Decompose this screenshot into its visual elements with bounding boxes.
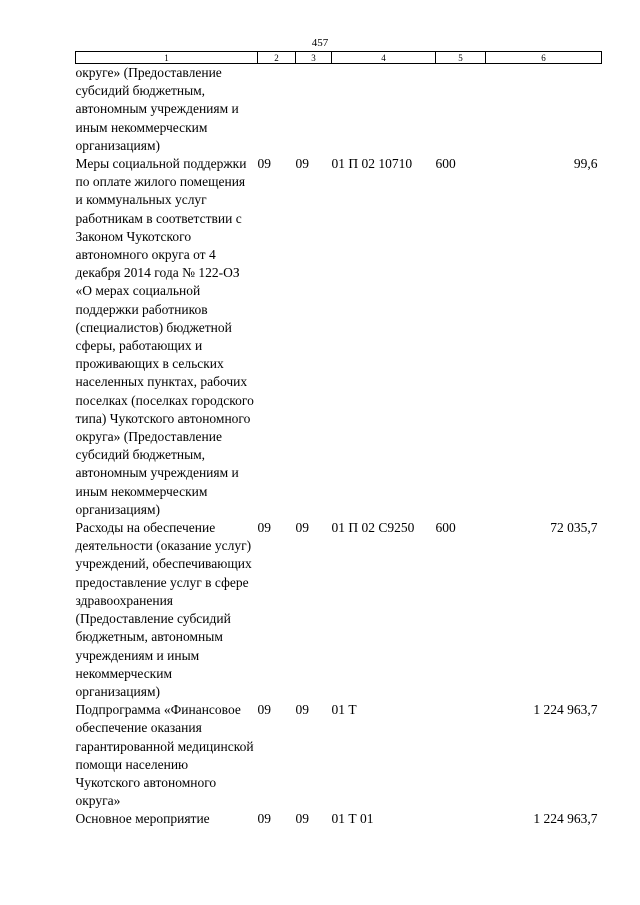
target-article-code (332, 64, 436, 156)
column-number: 4 (332, 52, 436, 64)
expense-type-code (436, 64, 486, 156)
amount (486, 64, 602, 156)
expense-name: Расходы на обеспечение деятельности (оказание услуг) учреждений, обеспечивающих предоставление услуг в сфере здравоохранения (Предоставление субсидий бюджетным, автономным учреждениям и иным некоммерческим организациям) (75, 520, 252, 699)
subsection-code: 09 (295, 811, 309, 827)
table-row (76, 701, 602, 810)
amount: 1 224 963,7 (533, 702, 598, 718)
subsection-code: 09 (295, 702, 309, 718)
table-row (76, 155, 602, 519)
expense-name: Меры социальной поддержки по оплате жилого помещения и коммунальных услуг работникам в соответствии с Законом Чукотского автономного округа от 4 декабря 2014 года № 122-ОЗ «О мерах социальной поддержки работников (специалистов) бюджетной сферы, работающих и проживающих в сельских населенных пунктах, рабочих поселках (поселках городского типа) Чукотского автономного округа» (Предоставление субсидий бюджетным, автономным учреждениям и иным некоммерческим организациям) (75, 156, 254, 517)
section-code: 09 (257, 520, 271, 536)
expense-name: округе» (Предоставление субсидий бюджетным, автономным учреждениям и иным некоммерческим организациям) (75, 65, 239, 153)
page-number: 457 (311, 37, 329, 49)
amount: 1 224 963,7 (533, 811, 598, 827)
expense-type-code (436, 701, 486, 810)
expense-name: Подпрограмма «Финансовое обеспечение оказания гарантированной медицинской помощи населению Чукотского автономного округа» (75, 702, 254, 809)
table-row (76, 810, 602, 828)
section-code: 09 (257, 811, 271, 827)
column-number: 2 (258, 52, 296, 64)
column-number-header (76, 52, 602, 64)
target-article-code: 01 П 02 10710 (331, 156, 413, 172)
subsection-code: 09 (295, 156, 309, 172)
subsection-code (296, 64, 332, 156)
section-code: 09 (257, 156, 271, 172)
section-code (258, 64, 296, 156)
target-article-code: 01 Т (331, 702, 357, 718)
budget-table (75, 51, 602, 829)
table-row (76, 519, 602, 701)
table-row (76, 64, 602, 156)
amount: 72 035,7 (550, 520, 598, 536)
column-number: 6 (486, 52, 602, 64)
expense-type-code: 600 (435, 156, 456, 172)
target-article-code: 01 П 02 С9250 (331, 520, 415, 536)
amount: 99,6 (573, 156, 598, 172)
expense-type-code (436, 810, 486, 828)
section-code: 09 (257, 702, 271, 718)
column-number: 1 (76, 52, 258, 64)
expense-name: Основное мероприятие (75, 811, 210, 827)
target-article-code: 01 Т 01 (331, 811, 374, 827)
expense-type-code: 600 (435, 520, 456, 536)
column-number: 3 (296, 52, 332, 64)
subsection-code: 09 (295, 520, 309, 536)
column-number: 5 (436, 52, 486, 64)
